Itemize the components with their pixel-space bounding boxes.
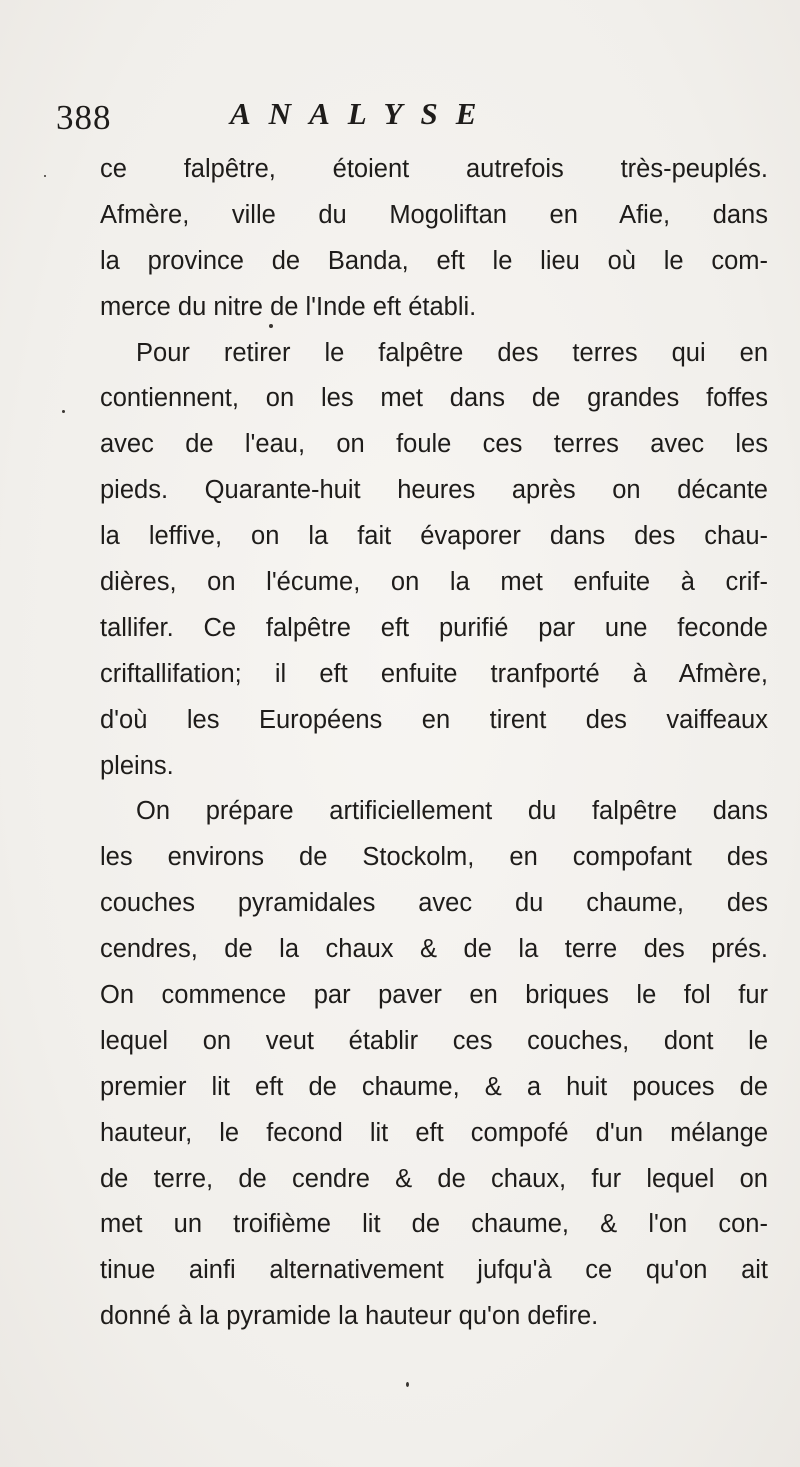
text-line: ce falpêtre, étoient autrefois très-peuplés.	[100, 155, 768, 183]
ink-speck	[44, 175, 46, 177]
text-line: lequel on veut établir ces couches, dont le	[100, 1026, 768, 1055]
running-title: ANALYSE	[230, 96, 495, 131]
text-line: couches pyramidales avec du chaume, des	[100, 889, 768, 918]
text-line: tallifer. Ce falpêtre eft purifié par une feconde	[100, 613, 768, 642]
text-line: hauteur, le fecond lit eft compofé d'un mélange	[100, 1118, 768, 1147]
text-line: la province de Banda, eft le lieu où le com-	[100, 246, 768, 275]
text-line: Afmère, ville du Mogoliftan en Afie, dans	[100, 200, 768, 229]
text-line: merce du nitre de l'Inde eft établi.	[100, 292, 477, 321]
body-text	[100, 147, 768, 1340]
text-line: cendres, de la chaux & de la terre des prés.	[100, 935, 768, 964]
paragraph-start-line: Pour retirer le falpêtre des terres qui en	[136, 338, 768, 367]
text-line: avec de l'eau, on foule ces terres avec les	[100, 430, 768, 459]
text-line: pleins.	[100, 751, 174, 780]
text-line: premier lit eft de chaume, & a huit pouces de	[100, 1072, 768, 1101]
ink-speck	[269, 324, 273, 328]
text-line: d'où les Européens en tirent des vaiffeaux	[100, 705, 768, 734]
text-line: criftallifation; il eft enfuite tranfporté à Afmère,	[100, 659, 768, 688]
text-line: donné à la pyramide la hauteur qu'on defire.	[100, 1302, 599, 1331]
page-number: 388	[56, 98, 112, 137]
ink-speck	[62, 410, 65, 413]
text-line: de terre, de cendre & de chaux, fur lequel on	[100, 1164, 768, 1193]
text-line: la leffive, on la fait évaporer dans des chau-	[100, 522, 768, 551]
paragraph-start-line: On prépare artificiellement du falpêtre dans	[136, 797, 768, 826]
ink-speck	[406, 1382, 409, 1387]
text-line: contiennent, on les met dans de grandes foffes	[100, 384, 768, 413]
text-line: dières, on l'écume, on la met enfuite à crif-	[100, 568, 768, 597]
text-line: pieds. Quarante-huit heures après on décante	[100, 476, 768, 505]
text-line: On commence par paver en briques le fol fur	[100, 981, 768, 1010]
text-line: les environs de Stockolm, en compofant des	[100, 843, 768, 872]
page-header	[52, 94, 752, 144]
text-line: met un troifième lit de chaume, & l'on con-	[100, 1210, 768, 1239]
text-line: tinue ainfi alternativement jufqu'à ce qu'on ait	[100, 1256, 768, 1285]
